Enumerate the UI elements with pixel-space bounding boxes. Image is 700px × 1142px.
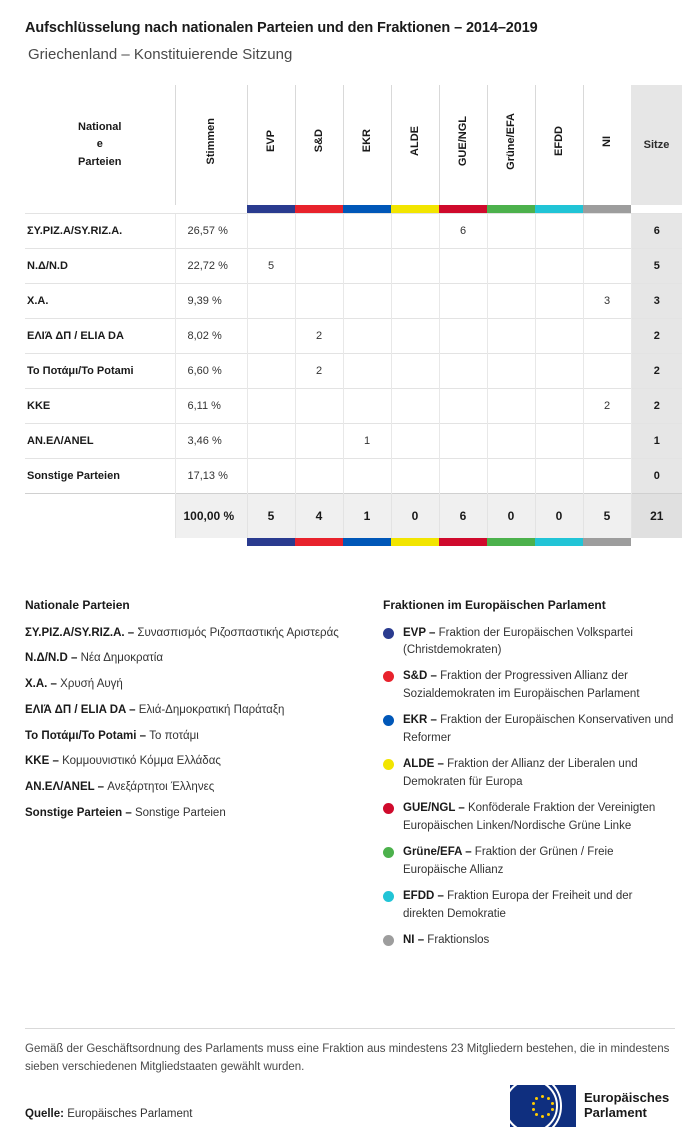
group-abbr: EVP – xyxy=(403,626,436,639)
group-text xyxy=(403,668,675,703)
header-line-3: Parteien xyxy=(78,155,122,168)
row-party-name: ΑΝ.ΕΛ/ANEL xyxy=(25,424,175,459)
national-party-name: Χρυσή Αυγή xyxy=(60,678,123,690)
cell-alde xyxy=(391,354,439,389)
group-color-dot-icon xyxy=(383,671,394,682)
table-head xyxy=(25,85,682,214)
table-row xyxy=(25,354,682,389)
row-seats: 2 xyxy=(631,389,682,424)
row-party-name: Χ.Α. xyxy=(25,284,175,319)
colorbar-bottom-sd xyxy=(295,538,343,546)
colorbar-guengl xyxy=(439,205,487,214)
cell-sd xyxy=(295,389,343,424)
list-item xyxy=(25,805,383,822)
colorbar-bottom-spacer-seats xyxy=(631,538,682,546)
cell-gruene-efa xyxy=(487,319,535,354)
cell-efdd xyxy=(535,284,583,319)
national-party-abbr: ΚΚΕ – xyxy=(25,755,59,768)
header-national-parties xyxy=(25,85,175,205)
cell-gruene-efa xyxy=(487,389,535,424)
row-votes: 22,72 % xyxy=(175,249,247,284)
group-text xyxy=(403,800,675,835)
header-votes-label: Stimmen xyxy=(205,117,217,165)
row-party-name: Ν.Δ/N.D xyxy=(25,249,175,284)
header-group-gruene-efa xyxy=(487,85,535,205)
cell-ekr xyxy=(343,214,391,249)
total-ekr: 1 xyxy=(343,494,391,538)
logo-line-2: Parlament xyxy=(584,1105,647,1120)
table-total-row xyxy=(25,494,682,538)
group-text xyxy=(403,756,675,791)
cell-efdd xyxy=(535,354,583,389)
header-line-2: e xyxy=(96,138,103,151)
table-row xyxy=(25,214,682,249)
colorbar-evp xyxy=(247,205,295,214)
cell-alde xyxy=(391,284,439,319)
cell-guengl xyxy=(439,389,487,424)
list-item xyxy=(25,753,383,770)
list-item xyxy=(25,702,383,719)
row-party-name: ΚΚΕ xyxy=(25,389,175,424)
list-item xyxy=(383,712,675,747)
list-item xyxy=(383,800,675,835)
cell-guengl xyxy=(439,249,487,284)
national-party-name: Ανεξάρτητοι Έλληνες xyxy=(107,781,215,793)
total-guengl: 6 xyxy=(439,494,487,538)
group-name: Fraktion der Grünen / Freie Europäische Allianz xyxy=(403,846,614,876)
group-text xyxy=(403,888,675,923)
row-party-name: Το Ποτάμι/To Potami xyxy=(25,354,175,389)
cell-guengl xyxy=(439,459,487,494)
source-line xyxy=(25,1108,192,1120)
cell-sd xyxy=(295,284,343,319)
cell-guengl xyxy=(439,319,487,354)
national-party-abbr: Το Ποτάμι/To Potami – xyxy=(25,729,147,742)
cell-efdd xyxy=(535,389,583,424)
legend-section xyxy=(25,598,675,959)
header-group-ekr-label: EKR xyxy=(361,129,373,153)
source-label: Quelle: xyxy=(25,1108,64,1120)
table-row xyxy=(25,459,682,494)
cell-evp xyxy=(247,354,295,389)
group-colorbar-row xyxy=(25,205,682,214)
table-row xyxy=(25,424,682,459)
cell-gruene-efa xyxy=(487,214,535,249)
logo-text xyxy=(584,1091,669,1121)
group-color-dot-icon xyxy=(383,803,394,814)
colorbar-bottom-guengl xyxy=(439,538,487,546)
group-abbr: Grüne/EFA – xyxy=(403,846,472,859)
source-value: Europäisches Parlament xyxy=(67,1108,193,1120)
cell-ni: 2 xyxy=(583,389,631,424)
row-seats: 5 xyxy=(631,249,682,284)
cell-ni xyxy=(583,424,631,459)
cell-ni: 3 xyxy=(583,284,631,319)
national-party-abbr: Χ.Α. – xyxy=(25,678,57,690)
total-sd: 4 xyxy=(295,494,343,538)
table-row xyxy=(25,284,682,319)
page-subtitle: Griechenland – Konstituierende Sitzung xyxy=(28,46,293,63)
group-name: Fraktion der Europäischen Volkspartei (Christdemokraten) xyxy=(403,626,633,656)
row-seats: 3 xyxy=(631,284,682,319)
cell-ni xyxy=(583,459,631,494)
list-item xyxy=(383,668,675,703)
cell-alde xyxy=(391,249,439,284)
national-party-name: Το ποτάμι xyxy=(149,729,199,742)
cell-efdd xyxy=(535,319,583,354)
colorbar-bottom-spacer-votes xyxy=(175,538,247,546)
list-item xyxy=(25,625,383,642)
cell-alde xyxy=(391,319,439,354)
header-group-guengl xyxy=(439,85,487,205)
cell-guengl xyxy=(439,354,487,389)
group-text xyxy=(403,625,675,660)
national-party-abbr: ΑΝ.ΕΛ/ANEL – xyxy=(25,781,105,793)
group-abbr: EKR – xyxy=(403,714,437,727)
legend-national-column xyxy=(25,598,383,959)
cell-ekr xyxy=(343,319,391,354)
group-abbr: ALDE – xyxy=(403,758,444,771)
cell-gruene-efa xyxy=(487,284,535,319)
row-seats: 2 xyxy=(631,319,682,354)
row-votes: 3,46 % xyxy=(175,424,247,459)
header-group-ni-label: NI xyxy=(601,135,614,147)
group-abbr: S&D – xyxy=(403,670,437,683)
colorbar-bottom-gruene-efa xyxy=(487,538,535,546)
group-name: Konföderale Fraktion der Vereinigten Europäischen Linken/Nordische Grüne Linke xyxy=(403,802,656,832)
cell-ekr xyxy=(343,284,391,319)
header-group-guengl-label: GUE/NGL xyxy=(457,115,469,167)
row-votes: 26,57 % xyxy=(175,214,247,249)
colorbar-efdd xyxy=(535,205,583,214)
header-line-1: National xyxy=(78,121,122,134)
header-group-sd-label: S&D xyxy=(313,129,325,153)
national-party-name: Κομμουνιστικό Κόμμα Ελλάδας xyxy=(62,755,221,768)
row-votes: 17,13 % xyxy=(175,459,247,494)
european-parliament-logo xyxy=(510,1085,675,1127)
header-group-alde-label: ALDE xyxy=(409,126,421,156)
cell-sd xyxy=(295,214,343,249)
colorbar-spacer-votes xyxy=(175,205,247,214)
total-evp: 5 xyxy=(247,494,295,538)
list-item xyxy=(25,676,383,693)
cell-ni xyxy=(583,354,631,389)
cell-gruene-efa xyxy=(487,354,535,389)
colorbar-bottom-ni xyxy=(583,538,631,546)
cell-alde xyxy=(391,459,439,494)
cell-evp xyxy=(247,424,295,459)
cell-evp xyxy=(247,459,295,494)
cell-ekr xyxy=(343,389,391,424)
row-votes: 6,11 % xyxy=(175,389,247,424)
list-item xyxy=(383,625,675,660)
group-color-dot-icon xyxy=(383,628,394,639)
national-party-abbr: ΣΥ.ΡΙΖ.Α/SY.RIZ.A. – xyxy=(25,626,135,639)
row-party-name: Sonstige Parteien xyxy=(25,459,175,494)
header-group-gruene-efa-label: Grüne/EFA xyxy=(505,112,517,170)
cell-sd xyxy=(295,249,343,284)
national-party-name: Ελιά-Δημοκρατική Παράταξη xyxy=(138,703,285,716)
colorbar-gruene-efa xyxy=(487,205,535,214)
row-seats: 1 xyxy=(631,424,682,459)
national-party-name: Νέα Δημοκρατία xyxy=(80,652,163,665)
cell-ekr xyxy=(343,354,391,389)
colorbar-spacer-seats xyxy=(631,205,682,214)
header-group-efdd xyxy=(535,85,583,205)
legend-national-title: Nationale Parteien xyxy=(25,597,130,612)
table-row xyxy=(25,249,682,284)
cell-alde xyxy=(391,424,439,459)
cell-ekr xyxy=(343,459,391,494)
list-item xyxy=(383,844,675,879)
colorbar-bottom-evp xyxy=(247,538,295,546)
footnote: Gemäß der Geschäftsordnung des Parlaments muss eine Fraktion aus mindestens 23 Mitgliedern bestehen, die in mindestens sieben verschiedenen Mitgliedstaaten gewählt wurden. xyxy=(25,1028,675,1077)
row-votes: 6,60 % xyxy=(175,354,247,389)
header-group-sd xyxy=(295,85,343,205)
cell-ni xyxy=(583,249,631,284)
group-name: Fraktion Europa der Freiheit und der direkten Demokratie xyxy=(403,890,633,920)
group-text xyxy=(403,844,675,879)
group-abbr: EFDD – xyxy=(403,890,444,903)
national-party-name: Συνασπισμός Ριζοσπαστικής Αριστεράς xyxy=(137,626,339,639)
group-text xyxy=(403,932,489,949)
cell-efdd xyxy=(535,459,583,494)
eu-stars-icon xyxy=(532,1095,554,1117)
total-ni: 5 xyxy=(583,494,631,538)
group-name: Fraktion der Allianz der Liberalen und Demokraten für Europa xyxy=(403,758,638,788)
legend-groups-column xyxy=(383,598,675,959)
cell-ekr xyxy=(343,249,391,284)
group-abbr: GUE/NGL – xyxy=(403,802,465,815)
total-efdd: 0 xyxy=(535,494,583,538)
cell-evp: 5 xyxy=(247,249,295,284)
colorbar-bottom-spacer-party xyxy=(25,538,175,546)
logo-line-1: Europäisches xyxy=(584,1090,670,1106)
row-votes: 9,39 % xyxy=(175,284,247,319)
cell-gruene-efa xyxy=(487,249,535,284)
cell-evp xyxy=(247,284,295,319)
list-item xyxy=(383,888,675,923)
colorbar-bottom-efdd xyxy=(535,538,583,546)
list-item xyxy=(25,728,383,745)
cell-sd: 2 xyxy=(295,354,343,389)
seats-table-wrapper xyxy=(25,85,675,546)
group-text xyxy=(403,712,675,747)
total-alde: 0 xyxy=(391,494,439,538)
colorbar-spacer-party xyxy=(25,205,175,214)
colorbar-sd xyxy=(295,205,343,214)
list-item xyxy=(383,756,675,791)
cell-efdd xyxy=(535,249,583,284)
cell-sd xyxy=(295,459,343,494)
total-seats: 21 xyxy=(631,494,682,538)
header-group-evp-label: EVP xyxy=(265,129,277,152)
group-color-dot-icon xyxy=(383,935,394,946)
list-item xyxy=(383,932,675,949)
group-name: Fraktionslos xyxy=(427,934,490,947)
national-party-name: Sonstige Parteien xyxy=(134,806,226,819)
colorbar-ni xyxy=(583,205,631,214)
row-seats: 6 xyxy=(631,214,682,249)
group-color-dot-icon xyxy=(383,847,394,858)
header-group-evp xyxy=(247,85,295,205)
cell-alde xyxy=(391,214,439,249)
cell-evp xyxy=(247,214,295,249)
cell-evp xyxy=(247,389,295,424)
total-votes: 100,00 % xyxy=(175,494,247,538)
cell-gruene-efa xyxy=(487,459,535,494)
row-party-name: ΣΥ.ΡΙΖ.Α/SY.RIZ.A. xyxy=(25,214,175,249)
header-votes xyxy=(175,85,247,205)
group-abbr: NI – xyxy=(403,934,425,947)
national-party-abbr: Ν.Δ/N.D – xyxy=(25,652,78,665)
group-color-dot-icon xyxy=(383,891,394,902)
colorbar-alde xyxy=(391,205,439,214)
cell-ekr: 1 xyxy=(343,424,391,459)
cell-ni xyxy=(583,214,631,249)
header-group-alde xyxy=(391,85,439,205)
row-party-name: ΕΛΙΆ ΔΠ / ELIA DA xyxy=(25,319,175,354)
colorbar-ekr xyxy=(343,205,391,214)
cell-evp xyxy=(247,319,295,354)
cell-efdd xyxy=(535,424,583,459)
table-row xyxy=(25,319,682,354)
header-group-ni xyxy=(583,85,631,205)
header-seats: Sitze xyxy=(631,85,682,205)
table-row xyxy=(25,389,682,424)
header-group-efdd-label: EFDD xyxy=(553,126,565,156)
national-party-abbr: Sonstige Parteien – xyxy=(25,806,132,819)
header-group-ekr xyxy=(343,85,391,205)
group-colorbar-row-bottom xyxy=(25,538,682,546)
header-row xyxy=(25,85,682,205)
cell-alde xyxy=(391,389,439,424)
row-seats: 0 xyxy=(631,459,682,494)
row-votes: 8,02 % xyxy=(175,319,247,354)
cell-ni xyxy=(583,319,631,354)
group-name: Fraktion der Europäischen Konservativen und Reformer xyxy=(403,714,674,744)
row-seats: 2 xyxy=(631,354,682,389)
seats-table xyxy=(25,85,682,546)
table-body xyxy=(25,214,682,546)
national-party-abbr: ΕΛΙΆ ΔΠ / ELIA DA – xyxy=(25,703,136,716)
colorbar-bottom-ekr xyxy=(343,538,391,546)
group-color-dot-icon xyxy=(383,715,394,726)
page-title: Aufschlüsselung nach nationalen Parteien und den Fraktionen – 2014–2019 xyxy=(25,20,538,36)
cell-guengl xyxy=(439,284,487,319)
group-color-dot-icon xyxy=(383,759,394,770)
total-party-label xyxy=(25,494,175,538)
list-item xyxy=(25,650,383,667)
cell-guengl: 6 xyxy=(439,214,487,249)
legend-groups-title: Fraktionen im Europäischen Parlament xyxy=(383,597,606,612)
cell-guengl xyxy=(439,424,487,459)
total-gruene-efa: 0 xyxy=(487,494,535,538)
cell-sd xyxy=(295,424,343,459)
colorbar-bottom-alde xyxy=(391,538,439,546)
cell-sd: 2 xyxy=(295,319,343,354)
group-name: Fraktion der Progressiven Allianz der Sozialdemokraten im Europäischen Parlament xyxy=(403,670,640,700)
eu-flag-icon xyxy=(510,1085,576,1127)
cell-gruene-efa xyxy=(487,424,535,459)
list-item xyxy=(25,779,383,796)
cell-efdd xyxy=(535,214,583,249)
